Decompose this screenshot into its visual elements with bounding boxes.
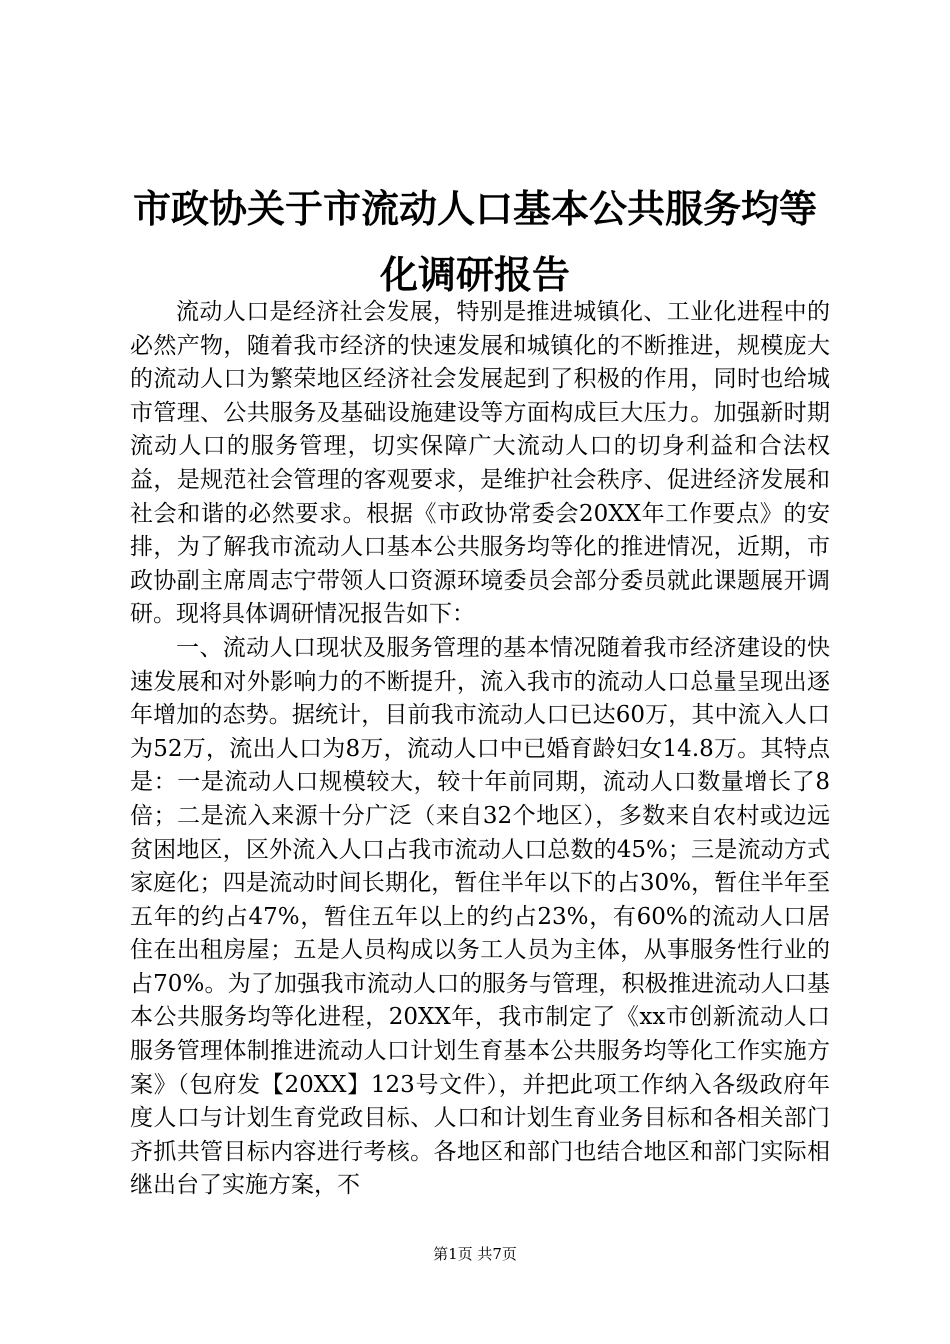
document-body	[130, 296, 830, 1203]
paragraph-intro: 流动人口是经济社会发展，特别是推进城镇化、工业化进程中的必然产物，随着我市经济的快速发展和城镇化的不断推进，规模庞大的流动人口为繁荣地区经济社会发展起到了积极的作用，同时也给城市管理、公共服务及基础设施建设等方面构成巨大压力。加强新时期流动人口的服务管理，切实保障广大流动人口的切身利益和合法权益，是规范社会管理的客观要求，是维护社会秩序、促进经济发展和社会和谐的必然要求。根据《市政协常委会20XX年工作要点》的安排，为了解我市流动人口基本公共服务均等化的推进情况，近期，市政协副主席周志宁带领人口资源环境委员会部分委员就此课题展开调研。现将具体调研情况报告如下：	[130, 299, 830, 628]
document-title: 市政协关于市流动人口基本公共服务均等化调研报告	[132, 186, 817, 297]
paragraph-section-one: 一、流动人口现状及服务管理的基本情况随着我市经济建设的快速发展和对外影响力的不断提升，流入我市的流动人口总量呈现出逐年增加的态势。据统计，目前我市流动人口已达60万，其中流入人口为52万，流出人口为8万，流动人口中已婚育龄妇女14.8万。其特点是：一是流动人口规模较大，较十年前同期，流动人口数量增长了8倍；二是流入来源十分广泛（来自32个地区），多数来自农村或边远贫困地区，区外流入人口占我市流动人口总数的45%；三是流动方式家庭化；四是流动时间长期化，暂住半年以下的占30%，暂住半年至五年的约占47%，暂住五年以上的约占23%，有60%的流动人口居住在出租房屋；五是人员构成以务工人员为主体，从事服务性行业的占70%。为了加强我市流动人口的服务与管理，积极推进流动人口基本公共服务均等化进程，20XX年，我市制定了《xx市创新流动人口服务管理体制推进流动人口计划生育基本公共服务均等化工作实施方案》（包府发【20XX】123号文件），并把此项工作纳入各级政府年度人口与计划生育党政目标、人口和计划生育业务目标和各相关部门齐抓共管目标内容进行考核。各地区和部门也结合地区和部门实际相继出台了实施方案，不	[130, 634, 830, 1199]
page-number-footer: 第1页 共7页	[433, 1245, 517, 1263]
